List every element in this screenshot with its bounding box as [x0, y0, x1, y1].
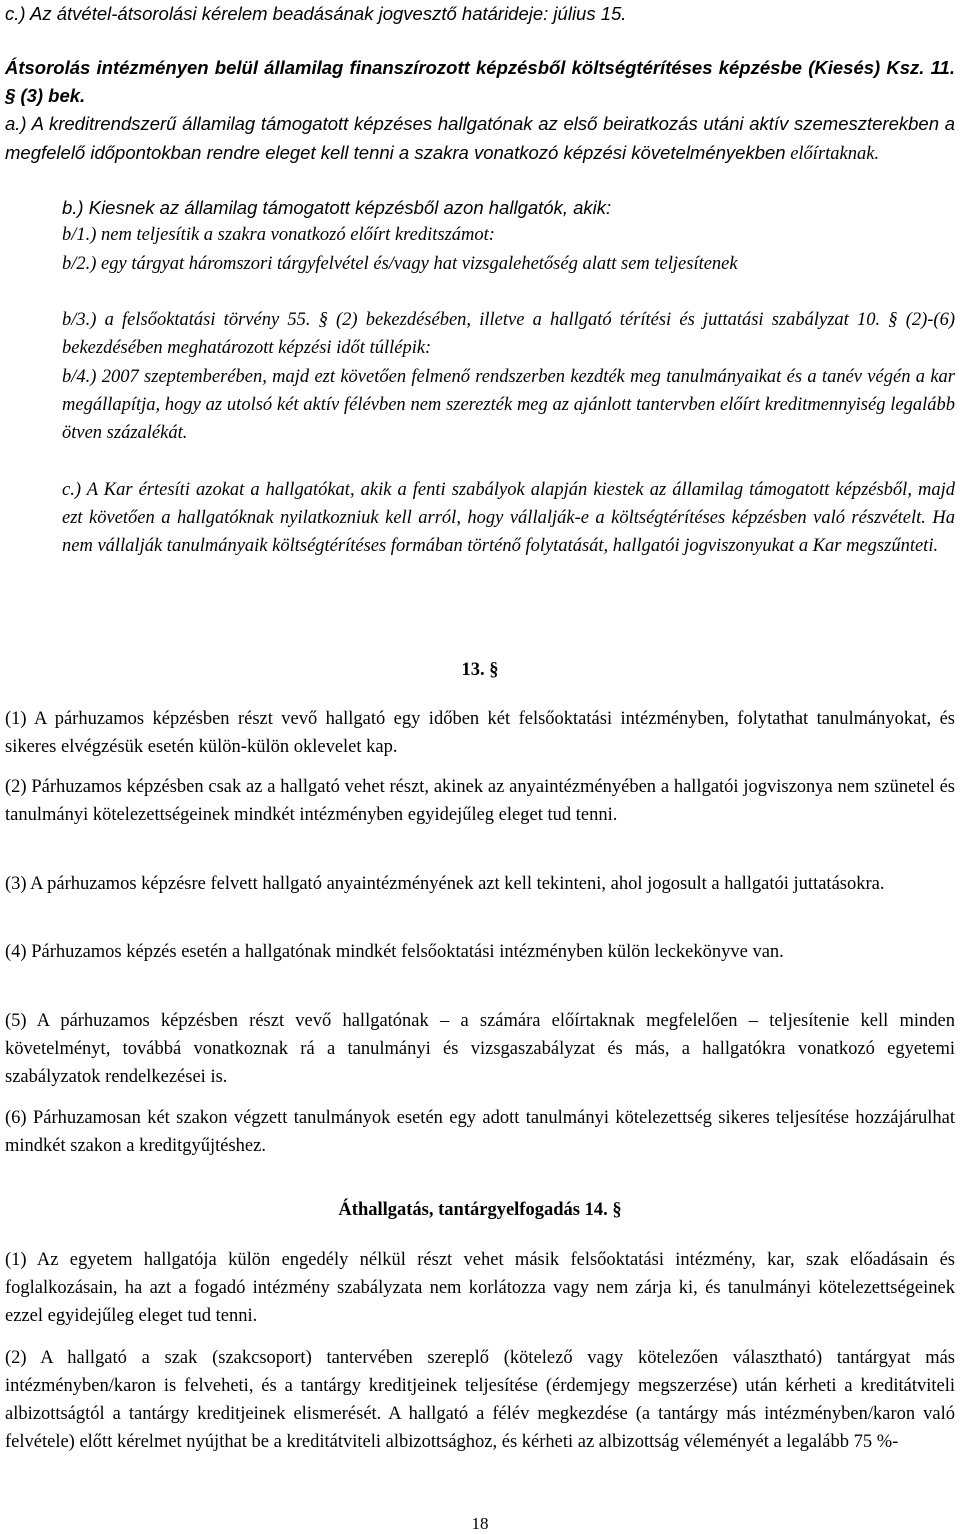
section-13-paragraph-3: (3) A párhuzamos képzésre felvett hallgató anyaintézményének azt kell tekinteni, ahol jogosult a hallgatói juttatásokra. [5, 874, 885, 894]
deadline-line: c.) Az átvétel-átsorolási kérelem beadásának jogvesztő határideje: július 15. [5, 3, 627, 24]
page-number: 18 [471, 1514, 489, 1533]
section-13-paragraph-5: (5) A párhuzamos képzésben részt vevő hallgatónak – a számára előírtaknak megfelelően – teljesítenie kell minden követelményt, továbbá vonatkoznak rá a tanulmányi és vizsgaszabályzat és más, a hallgatókra vonatkozó egyetemi szabályzatok rendelkezései is. [5, 1011, 955, 1087]
item-b: b.) Kiesnek az államilag támogatott képzésből azon hallgatók, akik: [62, 197, 612, 218]
section-14-paragraph-2: (2) A hallgató a szak (szakcsoport) tantervében szereplő (kötelező vagy kötelezően választható) tantárgyat más intézményben/karon is felveheti, és a tantárgy kreditjeinek teljesítése (érdemjegy megszerzése) után kérheti a kreditátviteli albizottságtól a tantárgy kreditjeinek elismerését. A hallgató a félév megkezdése (a tantárgy más intézményben/karon való felvétele) előtt kérelmet nyújthat be a kreditátviteli albizottsághoz, és kérheti az albizottság véleményét a legalább 75 %- [5, 1348, 955, 1452]
item-b1: b/1.) nem teljesítik a szakra vonatkozó előírt kreditszámot: [62, 225, 495, 245]
section-13-heading: 13. § [461, 660, 499, 680]
section-14-paragraph-1: (1) Az egyetem hallgatója külön engedély nélkül részt vehet másik felsőoktatási intézmény, kar, szak előadásain és foglalkozásain, ha azt a fogadó intézmény szabályzata nem korlátozza vagy nem zárja ki, és tanulmányi kötelezettségeinek ezzel egyidejűleg eleget tud tenni. [5, 1250, 955, 1326]
section-heading-atsorolas: Átsorolás intézményen belül államilag finanszírozott képzésből költségtérítéses képzésbe (Kiesés) Ksz. 11. § (3) bek. [5, 57, 955, 106]
section-13-paragraph-4: (4) Párhuzamos képzés esetén a hallgatónak mindkét felsőoktatási intézményben külön leckekönyve van. [5, 942, 784, 962]
item-c: c.) A Kar értesíti azokat a hallgatókat, akik a fenti szabályok alapján kiestek az államilag támogatott képzésből, majd ezt követően a hallgatóknak nyilatkozniuk kell arról, hogy vállalják-e a költségtérítéses képzésben való részvételt. Ha nem vállalják tanulmányaik költségtérítéses formában történő folytatását, hallgatói jogviszonyukat a Kar megszűnteti. [62, 480, 955, 556]
item-b4: b/4.) 2007 szeptemberében, majd ezt követően felmenő rendszerben kezdték meg tanulmányaikat és a tanév végén a kar megállapítja, hogy az utolsó két aktív félévben nem szerezték meg az ajánlott tantervben előírt kreditmennyiség legalább ötven százalékát. [62, 367, 955, 443]
section-13-paragraph-1: (1) A párhuzamos képzésben részt vevő hallgató egy időben két felsőoktatási intézményben, folytathat tanulmányokat, és sikeres elvégzésük esetén külön-külön oklevelet kap. [5, 709, 955, 757]
item-b2: b/2.) egy tárgyat háromszori tárgyfelvétel és/vagy hat vizsgalehetőség alatt sem teljesítenek [62, 254, 738, 274]
section-13-paragraph-6: (6) Párhuzamosan két szakon végzett tanulmányok esetén egy adott tanulmányi kötelezettség sikeres teljesítése hozzájárulhat mindkét szakon a kreditgyűjtéshez. [5, 1108, 955, 1156]
item-a-text-end: előírtaknak. [790, 144, 880, 164]
item-a-text: a.) A kreditrendszerű államilag támogatott képzéses hallgatónak az első beiratkozás utáni aktív szemeszterekben a megfelelő időpontokban rendre eleget kell tenni a szakra vonatkozó képzési követelményekben [5, 113, 955, 163]
item-b3: b/3.) a felsőoktatási törvény 55. § (2) bekezdésében, illetve a hallgató térítési és juttatási szabályzat 10. § (2)-(6) bekezdésében meghatározott képzési időt túllépik: [62, 310, 955, 358]
section-14-heading: Áthallgatás, tantárgyelfogadás 14. § [338, 1200, 622, 1220]
section-13-paragraph-2: (2) Párhuzamos képzésben csak az a hallgató vehet részt, akinek az anyaintézményében a hallgatói jogviszonya nem szünetel és tanulmányi kötelezettségeinek mindkét intézményben egyidejűleg eleget tud tenni. [5, 777, 955, 825]
item-a [5, 110, 955, 168]
